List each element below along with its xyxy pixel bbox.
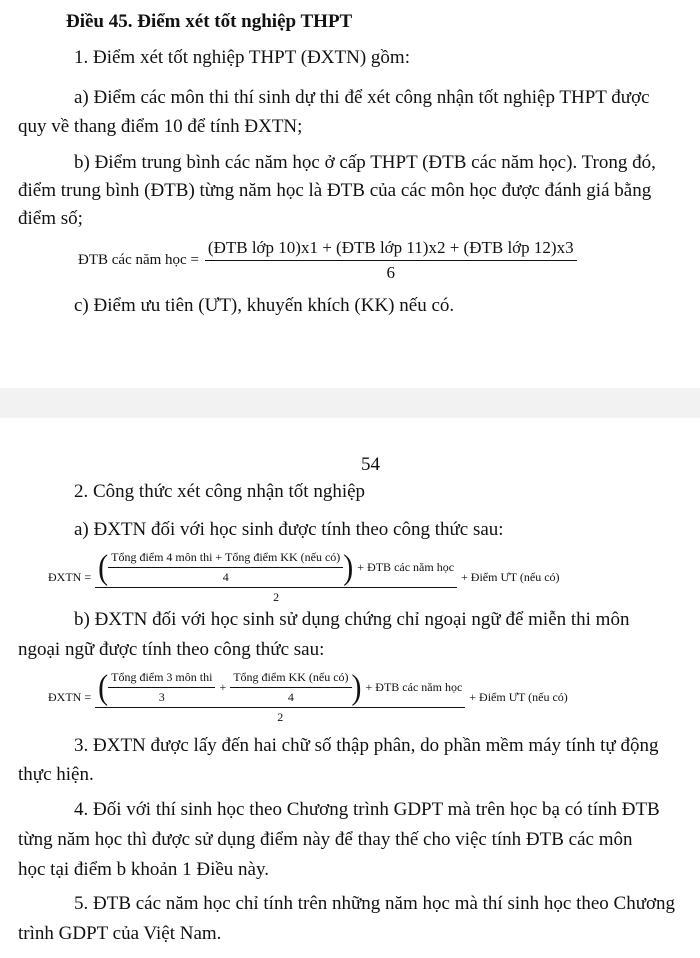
formula3-fraction-a: [108, 670, 215, 705]
point-b-line-3: điểm số;: [18, 208, 83, 229]
page-number: 54: [361, 454, 380, 475]
formula3-b-numerator: Tổng điểm KK (nếu có): [233, 670, 349, 684]
article-title: Điều 45. Điểm xét tốt nghiệp THPT: [66, 11, 353, 32]
clause-5-line-1: 5. ĐTB các năm học chỉ tính trên những năm học mà thí sinh học theo Chương: [74, 893, 676, 914]
point-a-line-1: a) Điểm các môn thi thí sinh dự thi để xét công nhận tốt nghiệp THPT được: [74, 87, 650, 108]
page-gap: [0, 388, 700, 418]
clause-3-line-2: thực hiện.: [18, 764, 94, 785]
formula3-a-numerator: Tổng điểm 3 môn thi: [111, 670, 213, 684]
clause-4-line-3: học tại điểm b khoản 1 Điều này.: [18, 859, 269, 880]
formula2-inner-numerator: Tổng điểm 4 môn thi + Tổng điểm KK (nếu có): [111, 550, 341, 564]
formula3-outer-denominator: 2: [95, 707, 465, 725]
clause-2-point-b-line-1: b) ĐXTN đối với học sinh sử dụng chứng chỉ ngoại ngữ để miễn thi môn: [74, 609, 630, 630]
formula1-numerator: (ĐTB lớp 10)x1 + (ĐTB lớp 11)x2 + (ĐTB lớp 12)x3: [207, 238, 574, 257]
formula3-plus: +: [219, 680, 227, 694]
formula3-lhs: ĐXTN =: [48, 690, 92, 704]
clause-1: 1. Điểm xét tốt nghiệp THPT (ĐXTN) gồm:: [74, 47, 410, 68]
clause-2-point-b-line-2: ngoại ngữ được tính theo công thức sau:: [18, 639, 325, 660]
formula3-tail: + Điểm ƯT (nếu có): [469, 690, 568, 704]
clause-3-line-1: 3. ĐXTN được lấy đến hai chữ số thập phân, do phần mềm máy tính tự động: [74, 735, 659, 756]
clause-4-line-2: từng năm học thì được sử dụng điểm này để thay thế cho việc tính ĐTB các môn: [18, 829, 633, 850]
formula3-outer-fraction: ( $\frac{\text{Tổng điểm 3 môn thi}}{3}$ + $\frac{\text{Tổng điểm KK (nếu có)}}{4}$ ) + ĐTB các năm học 2: [95, 670, 465, 725]
formula2-outer-denominator: 2: [95, 587, 457, 605]
formula1-lhs: ĐTB các năm học =: [78, 252, 199, 268]
point-b-line-1: b) Điểm trung bình các năm học ở cấp THPT (ĐTB các năm học). Trong đó,: [74, 152, 656, 173]
formula2-inner-fraction: [108, 550, 343, 585]
clause-4-line-1: 4. Đối với thí sinh học theo Chương trình GDPT mà trên học bạ có tính ĐTB: [74, 799, 660, 820]
clause-2-point-a: a) ĐXTN đối với học sinh được tính theo công thức sau:: [74, 519, 504, 540]
formula-average-score: [78, 238, 577, 283]
clause-5-line-2: trình GDPT của Việt Nam.: [18, 923, 222, 944]
formula2-tail: + Điểm ƯT (nếu có): [461, 570, 560, 584]
clause-2: 2. Công thức xét công nhận tốt nghiệp: [74, 481, 366, 502]
point-c: c) Điểm ưu tiên (ƯT), khuyến khích (KK) nếu có.: [74, 295, 455, 316]
formula2-inner-denominator: 4: [108, 567, 343, 585]
formula3-a-denominator: 3: [108, 687, 215, 705]
formula2-outer-fraction: ( $\frac{\text{Tổng điểm 4 môn thi + Tổng điểm KK (nếu có)}}{4}$ ) + ĐTB các năm học 2: [95, 550, 457, 605]
formula3-fraction-b: [230, 670, 351, 705]
formula2-lhs: ĐXTN =: [48, 570, 92, 584]
formula1-fraction: [205, 238, 577, 283]
formula-dxtn-exempt: [48, 667, 568, 725]
formula3-plus-dtb: + ĐTB các năm học: [365, 680, 463, 694]
formula1-denominator: 6: [205, 260, 577, 283]
document-page-1: [0, 0, 700, 388]
formula3-b-denominator: 4: [230, 687, 351, 705]
document-page-2: [0, 418, 700, 958]
formula-dxtn-standard: [48, 547, 560, 605]
point-b-line-2: điểm trung bình (ĐTB) từng năm học là ĐTB của các môn học được đánh giá bằng: [18, 180, 652, 201]
point-a-line-2: quy về thang điểm 10 để tính ĐXTN;: [18, 116, 303, 137]
formula2-plus-dtb: + ĐTB các năm học: [357, 560, 455, 574]
